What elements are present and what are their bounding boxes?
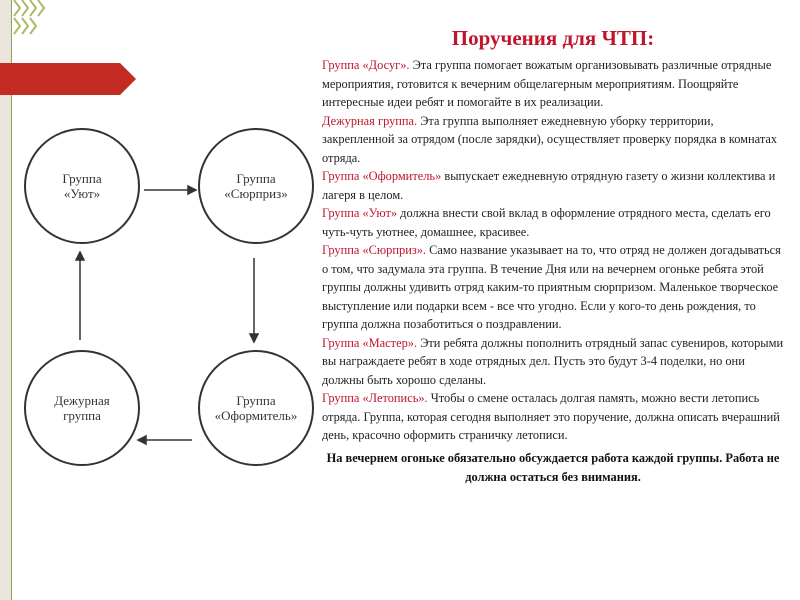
circle-syurpriz: Группа «Сюрприз» (198, 128, 314, 244)
paragraph-letopis: Группа «Летопись». Чтобы о смене осталась долгая память, можно вести летопись отряда. Группа, которая сегодня выполняет это поручение, должна описать вчерашний день, красочно оформить страничку летописи. (322, 391, 780, 442)
footer-note: На вечернем огоньке обязательно обсуждается работа каждой группы. Работа не должна остаться без внимания. (326, 450, 780, 484)
paragraph-dosug: Группа «Досуг». Эта группа помогает вожатым организовывать различные отрядные мероприятия, готовится к вечерним общелагерным мероприятиям. Поощряйте интересные идеи ребят и помогайте в их реализации. (322, 58, 772, 109)
red-accent-tip (120, 63, 136, 95)
slide-title: Поручения для ЧТП: (451, 26, 655, 50)
cycle-diagram (12, 118, 320, 498)
circle-uyut: Группа «Уют» (24, 128, 140, 244)
red-accent-tab (0, 63, 120, 95)
circle-dezhurnaya: Дежурная группа (24, 350, 140, 466)
arrow-up-icon (76, 252, 84, 260)
chevron-decor (0, 0, 70, 60)
arrow-right-icon (188, 186, 196, 194)
paragraph-master: Группа «Мастер». Эти ребята должны пополнить отрядный запас сувениров, которыми вы награждаете ребят в ходе отрядных дел. Пусть это будут 3-4 поделки, но они должны быть хорошо сделаны. (322, 335, 784, 387)
paragraph-uyut: Группа «Уют» должна внести свой вклад в оформление отрядного места, сделать его чуть-чуть уютнее, домашнее, красивее. (322, 206, 771, 239)
arrow-left-icon (138, 436, 146, 444)
text-block (322, 56, 784, 487)
paragraph-oformitel: Группа «Оформитель» выпускает ежедневную отрядную газету о жизни коллектива и лагеря в целом. (322, 169, 776, 202)
cycle-arrows (12, 118, 320, 498)
paragraph-syurpriz: Группа «Сюрприз». Само название указывает на то, что отряд не должен догадываться о том, что задумала эта группа. В течение Дня или на вечернем огоньке ребята этой группы должны удивить отряд каким-то приятным сюрпризом. Маленькое творческое выступление или подарки всем - все что угодно. Если у кого-то день рождения, то группа должна позаботиться о поздравлении. (322, 243, 781, 331)
paragraph-dezhurnaya: Дежурная группа. Эта группа выполняет ежедневную уборку территории, закрепленной за отрядом (после зарядки), осуществляет проверку порядка в комнатах отряда. (322, 113, 778, 165)
arrow-down-icon (250, 334, 258, 342)
circle-oformitel: Группа «Оформитель» (198, 350, 314, 466)
